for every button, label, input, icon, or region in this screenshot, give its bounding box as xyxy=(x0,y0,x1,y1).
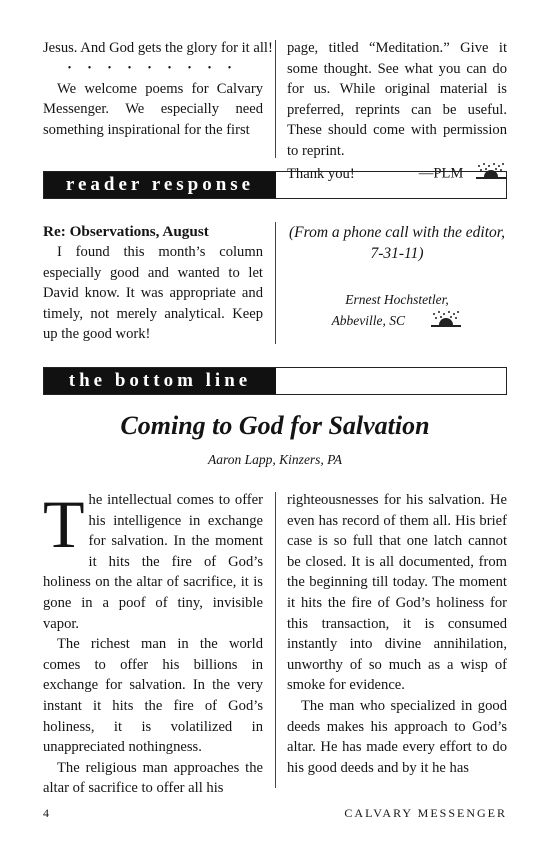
phone-call-note: (From a phone call with the editor, 7-31-11) xyxy=(289,224,505,262)
author-name: Ernest Hochstetler, xyxy=(345,292,449,307)
poems-request-paragraph: We welcome poems for Calvary Messenger. We especially need something inspirational for the first xyxy=(43,80,263,138)
author-place-line xyxy=(287,310,507,334)
article-paragraph-5: The man who specialized in good deeds makes his approach to God’s altar. He has made every effort to do his good deeds and by it he has xyxy=(287,697,507,776)
dot-separator: • • • • • • • • • xyxy=(67,62,239,74)
reader-response-author xyxy=(287,290,507,334)
article-paragraph-4: righteousnesses for his salvation. He even has record of them all. His brief case is so full that one latch cannot be closed. It is all documented, from the beginning till today. The moment it hits the fire of God’s holiness for this transaction, it is consumed instantly into divine annihilation, unworthy of so much as a wisp of smoke for evidence. xyxy=(287,492,507,694)
bottom-line-banner xyxy=(43,367,507,395)
article-author: Aaron Lapp, Kinzers, PA xyxy=(208,452,342,467)
meditation-paragraph: page, titled “Meditation.” Give it some thought. See what you can do for us. While original material is preferred, reprints can be useful. These should come with permission to reprint. xyxy=(287,40,507,159)
author-place: Abbeville, SC xyxy=(331,313,406,329)
closing-line: Jesus. And God gets the glory for it all! xyxy=(43,40,273,56)
sunrise-emblem-icon xyxy=(430,310,462,334)
article-paragraph-2: The richest man in the world comes to offer his billions in exchange for salvation. In the very instant it hits the fire of God’s holiness, it is volatilized in unappreciated nothingness. xyxy=(43,636,263,756)
page-number: 4 xyxy=(43,806,49,820)
bottom-line-banner-label: the bottom line xyxy=(44,368,276,394)
reader-response-left-column xyxy=(43,222,263,345)
top-left-column xyxy=(43,38,273,140)
article-paragraph-1-text: he intellectual comes to offer his intelligence in exchange for salvation. In the moment it hits the fire of God’s holiness on the altar of sacrifice, it is gone in a poof of tiny, invisible vapor. xyxy=(43,492,263,632)
magazine-name: CALVARY MESSENGER xyxy=(344,806,507,820)
page xyxy=(43,0,507,850)
reader-response-body: I found this month’s column especially good and wanted to let David know. It was appropriate and timely, not merely analytical. Keep up the good work! xyxy=(43,244,263,343)
reader-response-note xyxy=(287,222,507,264)
drop-cap: T xyxy=(43,486,85,562)
article-paragraph-1 xyxy=(43,486,263,634)
article-column-divider xyxy=(275,492,276,788)
top-column-divider xyxy=(275,40,276,158)
article-right-column xyxy=(287,490,507,778)
article-left-column xyxy=(43,486,263,799)
editor-initials: —PLM xyxy=(418,165,464,182)
reader-response-banner-label: reader response xyxy=(44,172,276,198)
reader-response-banner xyxy=(43,171,507,199)
reader-response-column-divider xyxy=(275,222,276,344)
page-footer xyxy=(43,804,507,822)
reader-response-heading: Re: Observations, August xyxy=(43,223,209,240)
thanks-text: Thank you! xyxy=(287,165,355,182)
article-title: Coming to God for Salvation xyxy=(120,411,430,440)
top-right-column xyxy=(287,38,507,186)
article-paragraph-3: The religious man approaches the altar of sacrifice to offer all his xyxy=(43,759,263,797)
